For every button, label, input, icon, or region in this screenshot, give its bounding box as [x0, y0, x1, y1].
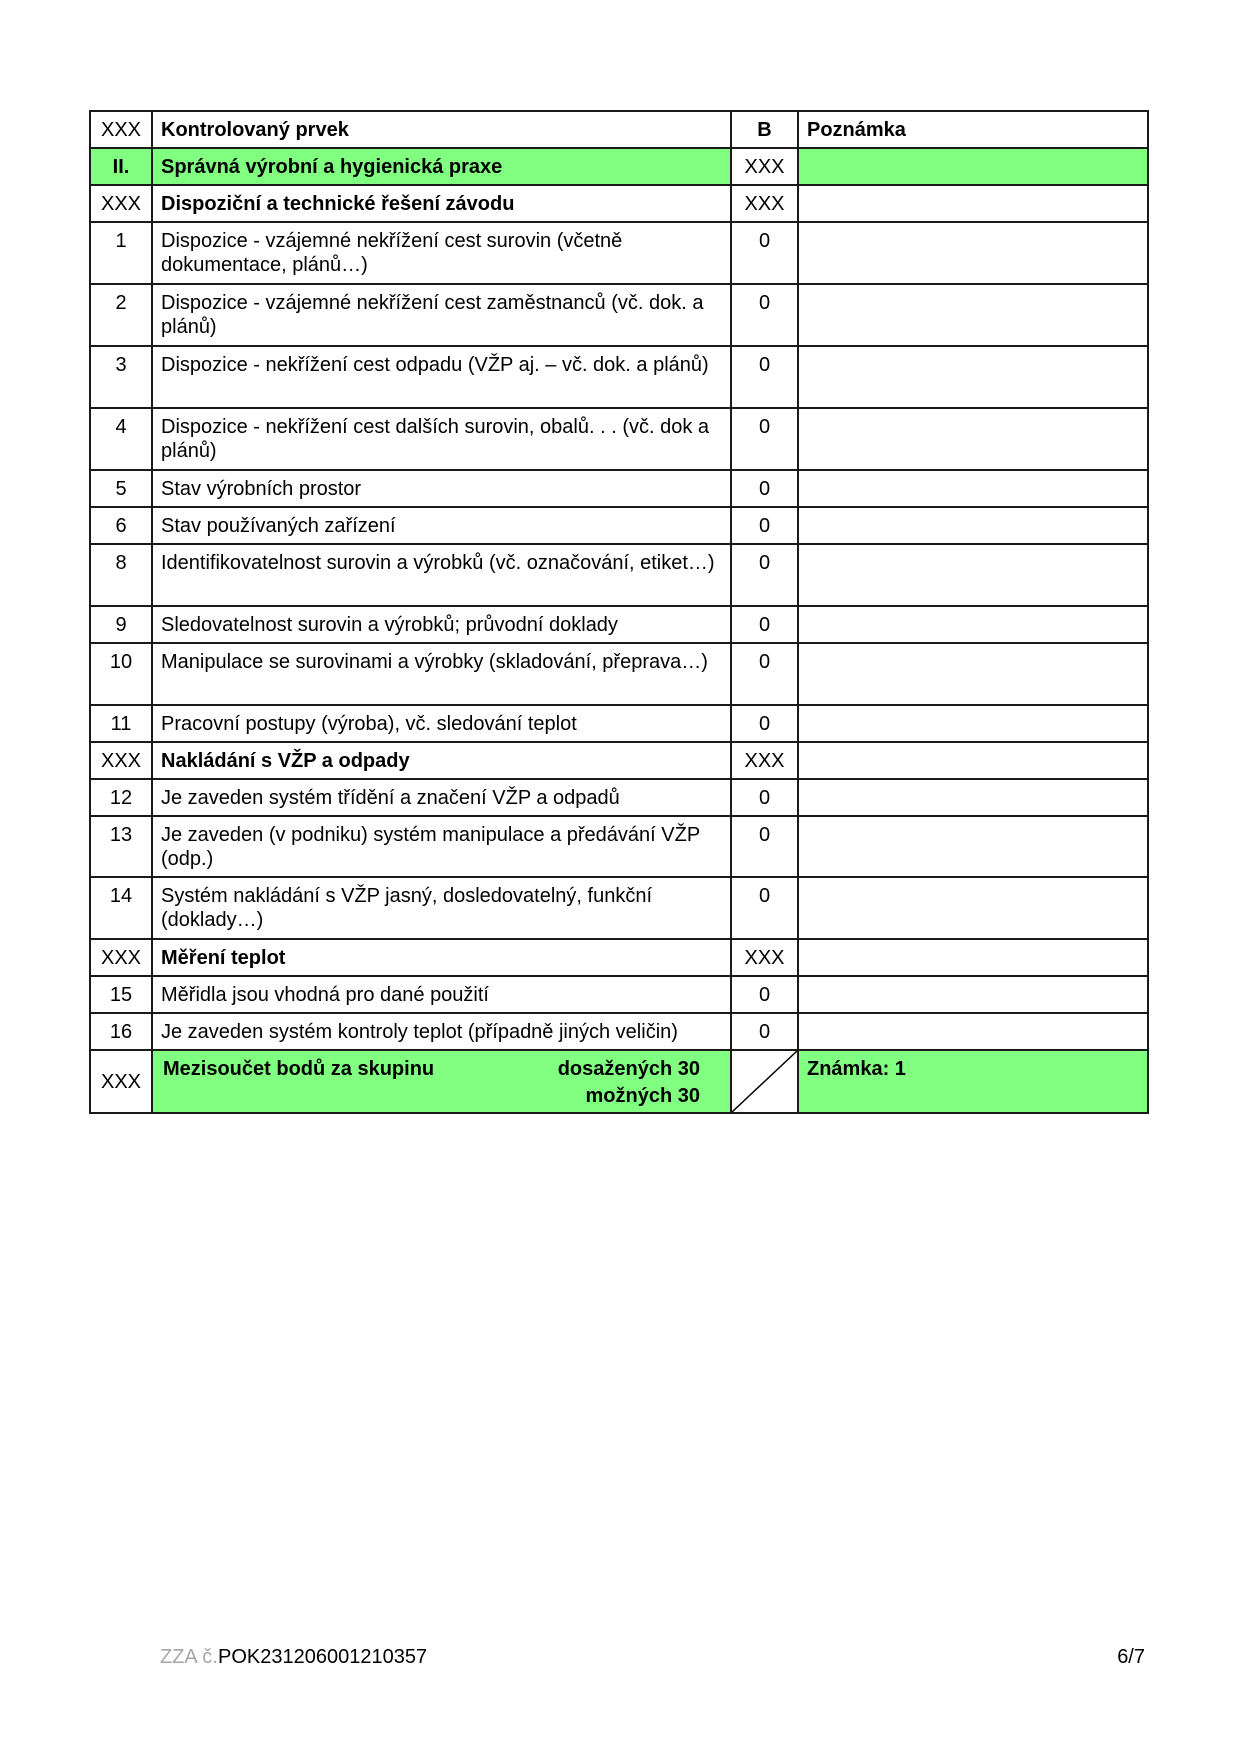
- row-b: 0: [731, 222, 798, 284]
- header-item: Kontrolovaný prvek: [152, 111, 731, 148]
- table-row: [90, 222, 1148, 284]
- row-note: [798, 507, 1148, 544]
- row-note: [798, 346, 1148, 408]
- row-num: 3: [90, 346, 152, 408]
- row-item: Dispozice - nekřížení cest dalších surovin, obalů. . . (vč. dok a plánů): [152, 408, 731, 470]
- row-note: [798, 816, 1148, 877]
- group-row: [90, 939, 1148, 976]
- group-note: [798, 939, 1148, 976]
- group-title: Dispoziční a technické řešení závodu: [152, 185, 731, 222]
- row-num: 5: [90, 470, 152, 507]
- row-item: Stav výrobních prostor: [152, 470, 731, 507]
- row-item: Identifikovatelnost surovin a výrobků (vč. označování, etiket…): [152, 544, 731, 606]
- row-num: 13: [90, 816, 152, 877]
- subtotal-row: [90, 1050, 1148, 1113]
- row-note: [798, 643, 1148, 705]
- row-item: Dispozice - nekřížení cest odpadu (VŽP aj. – vč. dok. a plánů): [152, 346, 731, 408]
- row-num: 8: [90, 544, 152, 606]
- subtotal-cell: [152, 1050, 731, 1113]
- group-row: [90, 742, 1148, 779]
- subtotal-achieved: dosažených 30: [557, 1058, 700, 1080]
- section-title: Správná výrobní a hygienická praxe: [152, 148, 731, 185]
- row-note: [798, 877, 1148, 939]
- group-note: [798, 185, 1148, 222]
- subtotal-possible: možných 30: [585, 1085, 700, 1107]
- table-row: [90, 643, 1148, 705]
- row-note: [798, 222, 1148, 284]
- table-row: [90, 284, 1148, 346]
- row-item: Sledovatelnost surovin a výrobků; průvodní doklady: [152, 606, 731, 643]
- table-row: [90, 408, 1148, 470]
- inspection-table: [89, 110, 1149, 1114]
- row-item: Dispozice - vzájemné nekřížení cest surovin (včetně dokumentace, plánů…): [152, 222, 731, 284]
- row-item: Je zaveden systém kontroly teplot (případně jiných veličin): [152, 1013, 731, 1050]
- group-b: XXX: [731, 742, 798, 779]
- row-b: 0: [731, 544, 798, 606]
- row-b: 0: [731, 606, 798, 643]
- table-row: [90, 1013, 1148, 1050]
- row-num: 16: [90, 1013, 152, 1050]
- group-num: XXX: [90, 742, 152, 779]
- table-row: [90, 606, 1148, 643]
- row-note: [798, 606, 1148, 643]
- row-num: 2: [90, 284, 152, 346]
- table-row: [90, 346, 1148, 408]
- group-title: Měření teplot: [152, 939, 731, 976]
- row-item: Měřidla jsou vhodná pro dané použití: [152, 976, 731, 1013]
- row-b: 0: [731, 877, 798, 939]
- row-note: [798, 470, 1148, 507]
- diagonal-line-icon: [732, 1051, 797, 1112]
- row-num: 1: [90, 222, 152, 284]
- table-row: [90, 976, 1148, 1013]
- row-b: 0: [731, 470, 798, 507]
- group-num: XXX: [90, 939, 152, 976]
- row-b: 0: [731, 816, 798, 877]
- section-row: [90, 148, 1148, 185]
- row-b: 0: [731, 1013, 798, 1050]
- row-item: Pracovní postupy (výroba), vč. sledování teplot: [152, 705, 731, 742]
- subtotal-label: Mezisoučet bodů za skupinu: [163, 1058, 435, 1080]
- row-item: Manipulace se surovinami a výrobky (skladování, přeprava…): [152, 643, 731, 705]
- table-header-row: [90, 111, 1148, 148]
- row-b: 0: [731, 705, 798, 742]
- row-item: Systém nakládání s VŽP jasný, dosledovatelný, funkční (doklady…): [152, 877, 731, 939]
- subtotal-b-diagonal: [731, 1050, 798, 1113]
- row-num: 15: [90, 976, 152, 1013]
- row-item: Je zaveden (v podniku) systém manipulace a předávání VŽP (odp.): [152, 816, 731, 877]
- row-note: [798, 1013, 1148, 1050]
- header-note: Poznámka: [798, 111, 1148, 148]
- section-num: II.: [90, 148, 152, 185]
- footer-label: ZZA č.: [160, 1646, 218, 1668]
- table-row: [90, 544, 1148, 606]
- row-note: [798, 408, 1148, 470]
- group-title: Nakládání s VŽP a odpady: [152, 742, 731, 779]
- row-note: [798, 284, 1148, 346]
- table-row: [90, 877, 1148, 939]
- row-b: 0: [731, 643, 798, 705]
- row-b: 0: [731, 779, 798, 816]
- group-b: XXX: [731, 185, 798, 222]
- row-num: 4: [90, 408, 152, 470]
- row-note: [798, 976, 1148, 1013]
- row-num: 11: [90, 705, 152, 742]
- header-b: B: [731, 111, 798, 148]
- row-note: [798, 705, 1148, 742]
- subtotal-grade: Známka: 1: [798, 1050, 1148, 1113]
- row-num: 12: [90, 779, 152, 816]
- row-item: Je zaveden systém třídění a značení VŽP a odpadů: [152, 779, 731, 816]
- row-b: 0: [731, 408, 798, 470]
- table-row: [90, 507, 1148, 544]
- section-b: XXX: [731, 148, 798, 185]
- row-b: 0: [731, 976, 798, 1013]
- row-note: [798, 544, 1148, 606]
- subtotal-num: XXX: [90, 1050, 152, 1113]
- group-num: XXX: [90, 185, 152, 222]
- row-num: 10: [90, 643, 152, 705]
- table-row: [90, 779, 1148, 816]
- row-b: 0: [731, 507, 798, 544]
- group-b: XXX: [731, 939, 798, 976]
- row-item: Stav používaných zařízení: [152, 507, 731, 544]
- table-row: [90, 816, 1148, 877]
- row-num: 9: [90, 606, 152, 643]
- table-row: [90, 705, 1148, 742]
- table-row: [90, 470, 1148, 507]
- row-num: 14: [90, 877, 152, 939]
- row-b: 0: [731, 346, 798, 408]
- row-note: [798, 779, 1148, 816]
- group-note: [798, 742, 1148, 779]
- row-item: Dispozice - vzájemné nekřížení cest zaměstnanců (vč. dok. a plánů): [152, 284, 731, 346]
- page-number: 6/7: [1117, 1646, 1145, 1668]
- row-num: 6: [90, 507, 152, 544]
- footer-doc-number: POK231206001210357: [218, 1646, 428, 1668]
- group-row: [90, 185, 1148, 222]
- row-b: 0: [731, 284, 798, 346]
- header-num: XXX: [90, 111, 152, 148]
- section-note: [798, 148, 1148, 185]
